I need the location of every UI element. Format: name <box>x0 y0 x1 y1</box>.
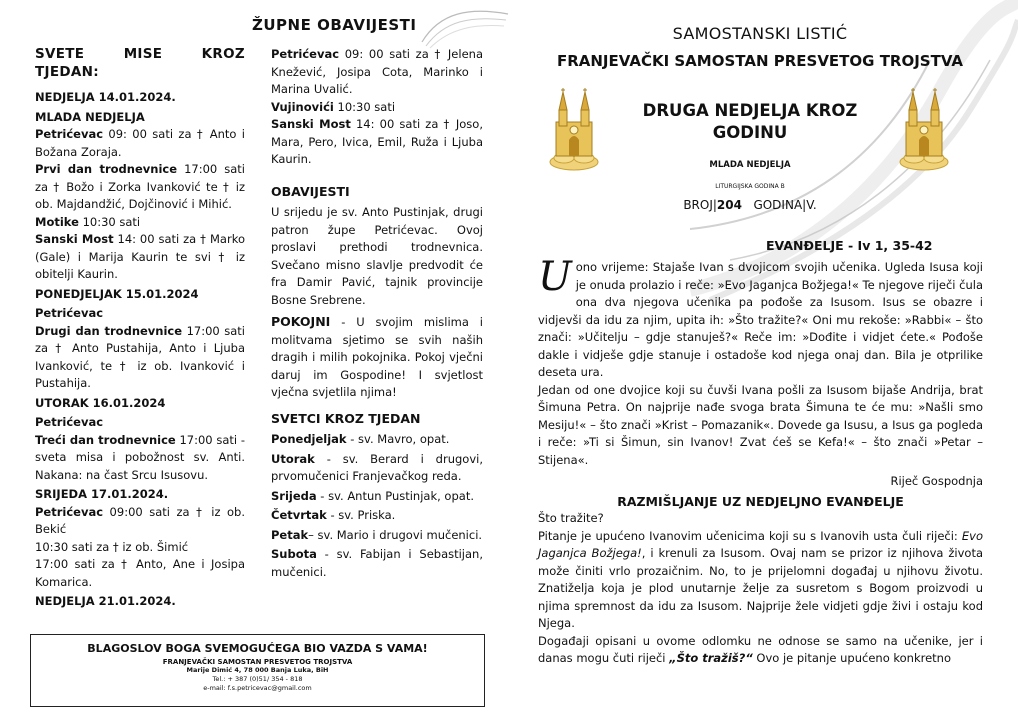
schedule-entry <box>35 323 245 393</box>
schedule-entry: 17:00 sati za † Anto, Ane i Josipa Komarica. <box>35 557 245 589</box>
saint-entry <box>271 431 483 449</box>
entry-text: 10:30 sati <box>333 99 396 114</box>
announcements-text: U srijedu je sv. Anto Pustinjak, drugi patron župe Petrićevac. Ovoj proslavi prethodi trodnevnica. Svečano misno slavlje predvodit će fra Damir Pavić, tajnik provincije Bosne Srebrene. <box>271 205 483 307</box>
reflection-p1-b: , i krenuli za Isusom. Ovaj nam se prizor iz njihova života može činiti vrlo prozaičnim. No, to je prijelomni događaj u njihovu životu. Znatiželja koja je plod unutarnje želje za susretom s Bogom proizvodi u njima spremnost da idu za Isusom. Najprije žele vidjeti gdje živi i ostaju kod Njega. <box>538 546 983 630</box>
saint-day: Subota <box>271 547 317 561</box>
reflection-p2-b: Ovo je pitanje upućeno konkretno <box>752 651 952 665</box>
entry-text: 17:00 sati - sveta misa i pobožnost sv. Anti. Nakana: na čast Srcu Isusovu. <box>35 432 245 482</box>
mlada-label: MLADA NEDJELJA <box>709 160 791 170</box>
saint-text: - sv. Mavro, opat. <box>346 432 450 446</box>
sunday-title-line1: DRUGA NEDJELJA KROZ <box>642 101 858 120</box>
smoke-wisp-top <box>420 2 510 50</box>
gospel-end: Riječ Gospodnja <box>890 474 983 488</box>
reflection-paragraph-1 <box>538 528 983 633</box>
saint-entry <box>271 546 483 581</box>
masses-list <box>35 89 245 611</box>
year-value: V. <box>806 198 817 212</box>
gospel-paragraph-2: Jedan od one dvojice koji su čuvši Ivana pošli za Isusom bijaše Andrija, brat Šimuna Petra. On najprije nađe svoga brata Šimuna te će mu: »Našli smo Mesiju!« – što znači »Krist – Pomazanik«. Dovede ga Isusu, a Isus ga pogleda i reče: »Ti si Šimun, sin Ivanov! Zvat ćeš se Kefa!« – što znači »Petar – Stijena«. <box>538 382 983 467</box>
issue-number: 204 <box>716 198 742 212</box>
saint-day: Utorak <box>271 451 315 466</box>
footer-phone: Tel.: + 387 (0)51/ 354 - 818 <box>212 675 303 683</box>
deceased-text: - U svojim mislima i molitvama sjetimo se svih naših dragih i milih pokojnika. Pokoj vječni daruj im Gospodine! I svjetlost vječna svjetlila njima! <box>271 315 483 399</box>
gospel-text <box>538 254 983 668</box>
announcements-heading: OBAVIJESTI <box>271 183 350 199</box>
gospel-heading: EVANĐELJE - Iv 1, 35-42 <box>766 238 933 253</box>
location-label: Motike <box>35 214 79 229</box>
entry-text: 14: 00 sati za † Marko (Gale) i Marija Kaurin te svi † iz obitelji Kaurin. <box>35 232 245 281</box>
reflection-paragraph-2 <box>538 633 983 668</box>
schedule-entry: 10:30 sati za † iz ob. Šimić <box>35 539 189 554</box>
saint-day: Petak <box>271 527 309 542</box>
schedule-entry <box>35 214 245 232</box>
location-label: Prvi dan trodnevnice <box>35 162 178 176</box>
saint-text: – sv. Mario i drugovi mučenici. <box>308 527 483 542</box>
gospel-paragraph-1 <box>538 254 983 382</box>
kicker: SAMOSTANSKI LISTIĆ <box>672 24 848 43</box>
sunday-title-line2: GODINU <box>712 123 788 142</box>
masses-column <box>35 46 245 611</box>
schedule-heading: Petrićevac <box>35 306 104 320</box>
saint-text: - sv. Antun Pustinjak, opat. <box>316 488 474 503</box>
schedule-entry <box>35 231 245 284</box>
schedule-heading: NEDJELJA 21.01.2024. <box>35 594 176 608</box>
reflection-p1-quote: Evo Jaganjca Božjega! <box>538 528 983 560</box>
saint-day: Srijeda <box>271 488 317 503</box>
location-label: Sanski Most <box>35 232 114 246</box>
year-label: GODINA| <box>753 198 807 212</box>
reflection-question: Što tražite? <box>538 511 604 525</box>
saint-entry <box>271 527 483 545</box>
footer-email: e-mail: f.s.petricevac@gmail.com <box>203 684 312 692</box>
schedule-entry <box>35 504 245 539</box>
org-title: FRANJEVAČKI SAMOSTAN PRESVETOG TROJSTVA <box>556 52 964 70</box>
entry-text: 09: 00 sati za † Anto i Božana Zoraja. <box>35 127 245 159</box>
schedule-entry <box>35 126 245 161</box>
issue-info <box>610 198 890 212</box>
liturgical-year: LITURGIJSKA GODINA B <box>715 183 785 190</box>
deceased-paragraph <box>271 313 483 402</box>
schedule-entry <box>271 46 483 99</box>
footer-org: FRANJEVAČKI SAMOSTAN PRESVETOG TROJSTVA <box>162 658 353 666</box>
saints-list <box>271 431 483 581</box>
saints-heading: SVETCI KROZ TJEDAN <box>271 410 421 426</box>
entry-text: 09:00 sati za † iz ob. Bekić <box>35 504 245 536</box>
location-label: Petrićevac <box>35 504 104 519</box>
schedule-heading: PONEDJELJAK 15.01.2024 <box>35 286 199 301</box>
location-label: Petrićevac <box>271 47 340 61</box>
masses-column-2 <box>271 46 483 583</box>
masses-heading: SVETE MISE KROZ TJEDAN: <box>35 46 245 80</box>
issue-label: BROJ| <box>683 198 717 212</box>
schedule-heading: NEDJELJA 14.01.2024. <box>35 90 176 104</box>
smoke-wisp-right <box>690 0 1018 300</box>
location-label: Sanski Most <box>271 117 351 131</box>
schedule-entry <box>35 432 245 485</box>
entry-text: 10:30 sati <box>78 214 141 229</box>
saint-text: - sv. Priska. <box>326 508 396 522</box>
schedule-heading: MLADA NEDJELJA <box>35 109 145 124</box>
drop-cap: U <box>538 254 572 300</box>
saint-entry <box>271 507 483 525</box>
footer-address: Marije Dimić 4, 78 000 Banja Luka, BiH <box>186 666 329 674</box>
saint-day: Ponedjeljak <box>271 432 347 446</box>
entry-text: 17:00 sati za † Anto Pustahija, Anto i Ljuba Ivanković, te † iz ob. Ivanković i Pustahija. <box>35 323 245 390</box>
reflection-p2-a: Događaji opisani u ovome odlomku ne odnose se samo na učenike, jer i danas mogu čuti riječi <box>538 633 983 665</box>
church-icon-left <box>548 86 600 172</box>
location-label: Vujinovići <box>271 99 334 114</box>
saint-day: Četvrtak <box>271 508 327 522</box>
saint-entry <box>271 451 483 486</box>
entry-text: 09: 00 sati za † Jelena Knežević, Josipa Cota, Marinko i Marina Uvalić. <box>271 47 483 96</box>
sunday-title <box>610 100 890 144</box>
deceased-label: POKOJNI <box>271 314 331 329</box>
location-label: Drugi dan trodnevnice <box>35 323 183 338</box>
masses-list-2 <box>271 46 483 169</box>
footer-blessing: BLAGOSLOV BOGA SVEMOGUĆEGA BIO VAZDA S VAMA! <box>87 642 428 655</box>
church-icon-right <box>898 86 950 172</box>
schedule-entry <box>271 99 483 117</box>
schedule-entry <box>35 161 245 214</box>
reflection-p2-quote: „Što tražiš?“ <box>669 651 753 665</box>
reflection-p1-a: Pitanje je upućeno Ivanovim učenicima koji su s Ivanovih usta čuli riječi: <box>538 528 962 543</box>
entry-text: 14: 00 sati za † Joso, Mara, Pero, Ivica, Emil, Ruža i Ljuba Kaurin. <box>271 117 483 166</box>
saint-text: - sv. Fabijan i Sebastijan, mučenici. <box>271 547 483 579</box>
schedule-entry <box>271 116 483 169</box>
schedule-heading: SRIJEDA 17.01.2024. <box>35 487 169 501</box>
page-title: ŽUPNE OBAVIJESTI <box>252 16 417 34</box>
schedule-heading: UTORAK 16.01.2024 <box>35 395 166 410</box>
gospel-p1-text: ono vrijeme: Stajaše Ivan s dvojicom svojih učenika. Ugleda Isusa koji je onuda prolazio i reče: »Evo Jaganjca Božjega!« Te njegove riječi čula ona dva njegova učenika pa pođoše za Isusom. Isus se obazre i vidjevši da idu za njim, upita ih: »Što tražite?« Oni mu rekoše: »Rabbi« – što znači: »Učitelju – gdje stanuješ?« Reče im: »Dođite i vidjet ćete.« Pođoše dakle i vidješe gdje stanuje i ostadoše kod njega onaj dan. Bila je otprilike deseta ura. <box>538 260 983 379</box>
entry-text: 17:00 sati za † Božo i Zorka Ivanković te † iz ob. Majdandžić, Dojčinović i Mihić. <box>35 162 245 211</box>
location-label: Petrićevac <box>35 127 104 141</box>
saint-text: - sv. Berard i drugovi, prvomučenici Franjevačkog reda. <box>271 451 483 483</box>
schedule-heading: Petrićevac <box>35 415 104 429</box>
reflection-heading: RAZMIŠLJANJE UZ NEDJELJNO EVANĐELJE <box>617 493 904 509</box>
footer-box <box>30 634 485 707</box>
saint-entry <box>271 488 483 506</box>
location-label: Treći dan trodnevnice <box>35 432 176 447</box>
